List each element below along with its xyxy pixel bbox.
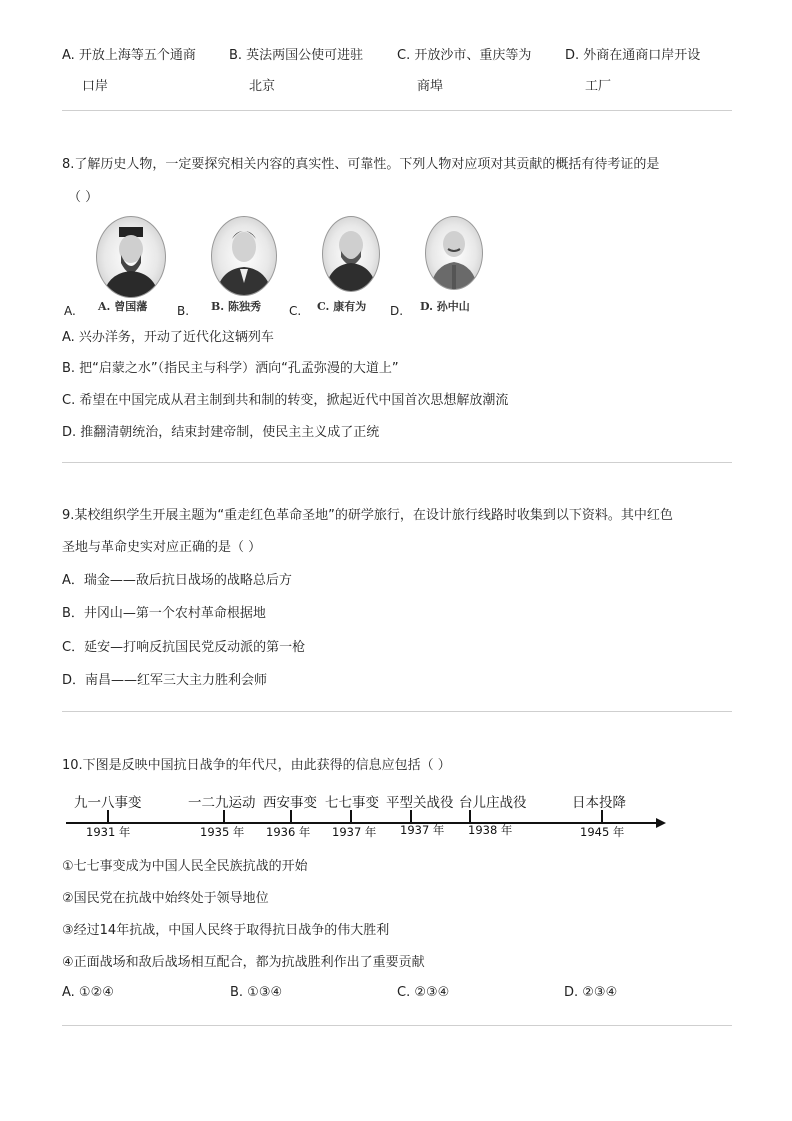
q10-statement-2: ②国民党在抗战中始终处于领导地位 bbox=[62, 891, 269, 906]
q8-pic-letter-d: D. bbox=[390, 304, 404, 318]
portrait-figure-b bbox=[212, 217, 276, 295]
portrait-image-b bbox=[211, 216, 277, 296]
q8-option-c: C. 希望在中国完成从君主制到共和制的转变，掀起近代中国首次思想解放潮流 bbox=[62, 393, 509, 408]
q7-option-d-line2: 工厂 bbox=[585, 79, 612, 94]
q10-option-c: C. ②③④ bbox=[397, 985, 450, 1000]
q7-option-d-line1: D. 外商在通商口岸开设 bbox=[565, 48, 701, 63]
q8-option-a: A. 兴办洋务，开动了近代化这辆列车 bbox=[62, 330, 274, 345]
q9-option-b: B．井冈山—第一个农村革命根据地 bbox=[62, 606, 266, 621]
q10-stem: 10.下图是反映中国抗日战争的年代尺，由此获得的信息应包括（ ） bbox=[62, 758, 451, 773]
q10-statement-1: ①七七事变成为中国人民全民族抗战的开始 bbox=[62, 859, 308, 874]
q8-pic-letter-c: C. bbox=[289, 304, 302, 318]
timeline-event: 西安事变 bbox=[263, 795, 317, 811]
q10-option-a: A. ①②④ bbox=[62, 985, 114, 1000]
q9-option-d: D．南昌——红军三大主力胜利会师 bbox=[62, 673, 268, 688]
portrait-image-c bbox=[322, 216, 380, 292]
portrait-figure-a bbox=[97, 217, 165, 297]
portrait-image-a bbox=[96, 216, 166, 298]
q7-option-c-line2: 商埠 bbox=[417, 79, 444, 94]
q9-stem-line1: 9.某校组织学生开展主题为“重走红色革命圣地”的研学旅行，在设计旅行线路时收集到以下资料。其中红色 bbox=[62, 508, 673, 523]
divider bbox=[62, 462, 732, 463]
q10-option-d: D. ②③④ bbox=[564, 985, 618, 1000]
portrait-image-d bbox=[425, 216, 483, 290]
timeline-year: 1931 年 bbox=[86, 825, 131, 839]
q10-statement-4: ④正面战场和敌后战场相互配合，都为抗战胜利作出了重要贡献 bbox=[62, 955, 425, 970]
timeline-event: 台儿庄战役 bbox=[459, 795, 527, 811]
timeline-event: 平型关战役 bbox=[386, 795, 454, 811]
q8-pic-letter-b: B. bbox=[177, 304, 190, 318]
q9-stem-line2: 圣地与革命史实对应正确的是（ ） bbox=[62, 540, 262, 555]
q8-pic-letter-a: A. bbox=[64, 304, 76, 318]
divider bbox=[62, 110, 732, 111]
q8-option-b: B. 把“启蒙之水”（指民主与科学）洒向“孔孟弥漫的大道上” bbox=[62, 361, 399, 376]
q8-stem-line1: 8.了解历史人物，一定要探究相关内容的真实性、可靠性。下列人物对应项对其贡献的概括有待考证的是 bbox=[62, 157, 660, 172]
timeline-event: 日本投降 bbox=[572, 795, 626, 811]
q7-option-b-line2: 北京 bbox=[249, 79, 276, 94]
q7-option-a-line2: 口岸 bbox=[82, 79, 109, 94]
timeline-year: 1937 年 bbox=[332, 825, 377, 839]
q10-statement-3: ③经过14年抗战，中国人民终于取得抗日战争的伟大胜利 bbox=[62, 923, 390, 938]
divider bbox=[62, 1025, 732, 1026]
portrait-figure-c bbox=[323, 217, 379, 291]
q7-option-b-line1: B. 英法两国公使可进驻 bbox=[229, 48, 364, 63]
timeline-year: 1935 年 bbox=[200, 825, 245, 839]
q8-pic-caption-b: B. 陈独秀 bbox=[211, 300, 261, 313]
q7-option-c-line1: C. 开放沙市、重庆等为 bbox=[397, 48, 532, 63]
timeline-event: 一二九运动 bbox=[188, 795, 256, 811]
q9-option-a: A．瑞金——敌后抗日战场的战略总后方 bbox=[62, 573, 292, 588]
q9-option-c: C．延安—打响反抗国民党反动派的第一枪 bbox=[62, 640, 306, 655]
q8-pic-caption-c: C. 康有为 bbox=[317, 300, 367, 313]
q7-option-a-line1: A. 开放上海等五个通商 bbox=[62, 48, 196, 63]
q10-option-b: B. ①③④ bbox=[230, 985, 283, 1000]
timeline-event: 九一八事变 bbox=[74, 795, 142, 811]
timeline-year: 1945 年 bbox=[580, 825, 625, 839]
timeline-year: 1936 年 bbox=[266, 825, 311, 839]
timeline-event: 七七事变 bbox=[325, 795, 379, 811]
timeline-year: 1937 年 bbox=[400, 823, 445, 837]
q8-option-d: D. 推翻清朝统治，结束封建帝制，使民主主义成了正统 bbox=[62, 425, 380, 440]
timeline-year: 1938 年 bbox=[468, 823, 513, 837]
q8-stem-line2: （ ） bbox=[68, 190, 99, 205]
divider bbox=[62, 711, 732, 712]
q8-pic-caption-d: D. 孙中山 bbox=[420, 300, 470, 313]
q8-pic-caption-a: A. 曾国藩 bbox=[98, 300, 148, 313]
portrait-figure-d bbox=[426, 217, 482, 289]
